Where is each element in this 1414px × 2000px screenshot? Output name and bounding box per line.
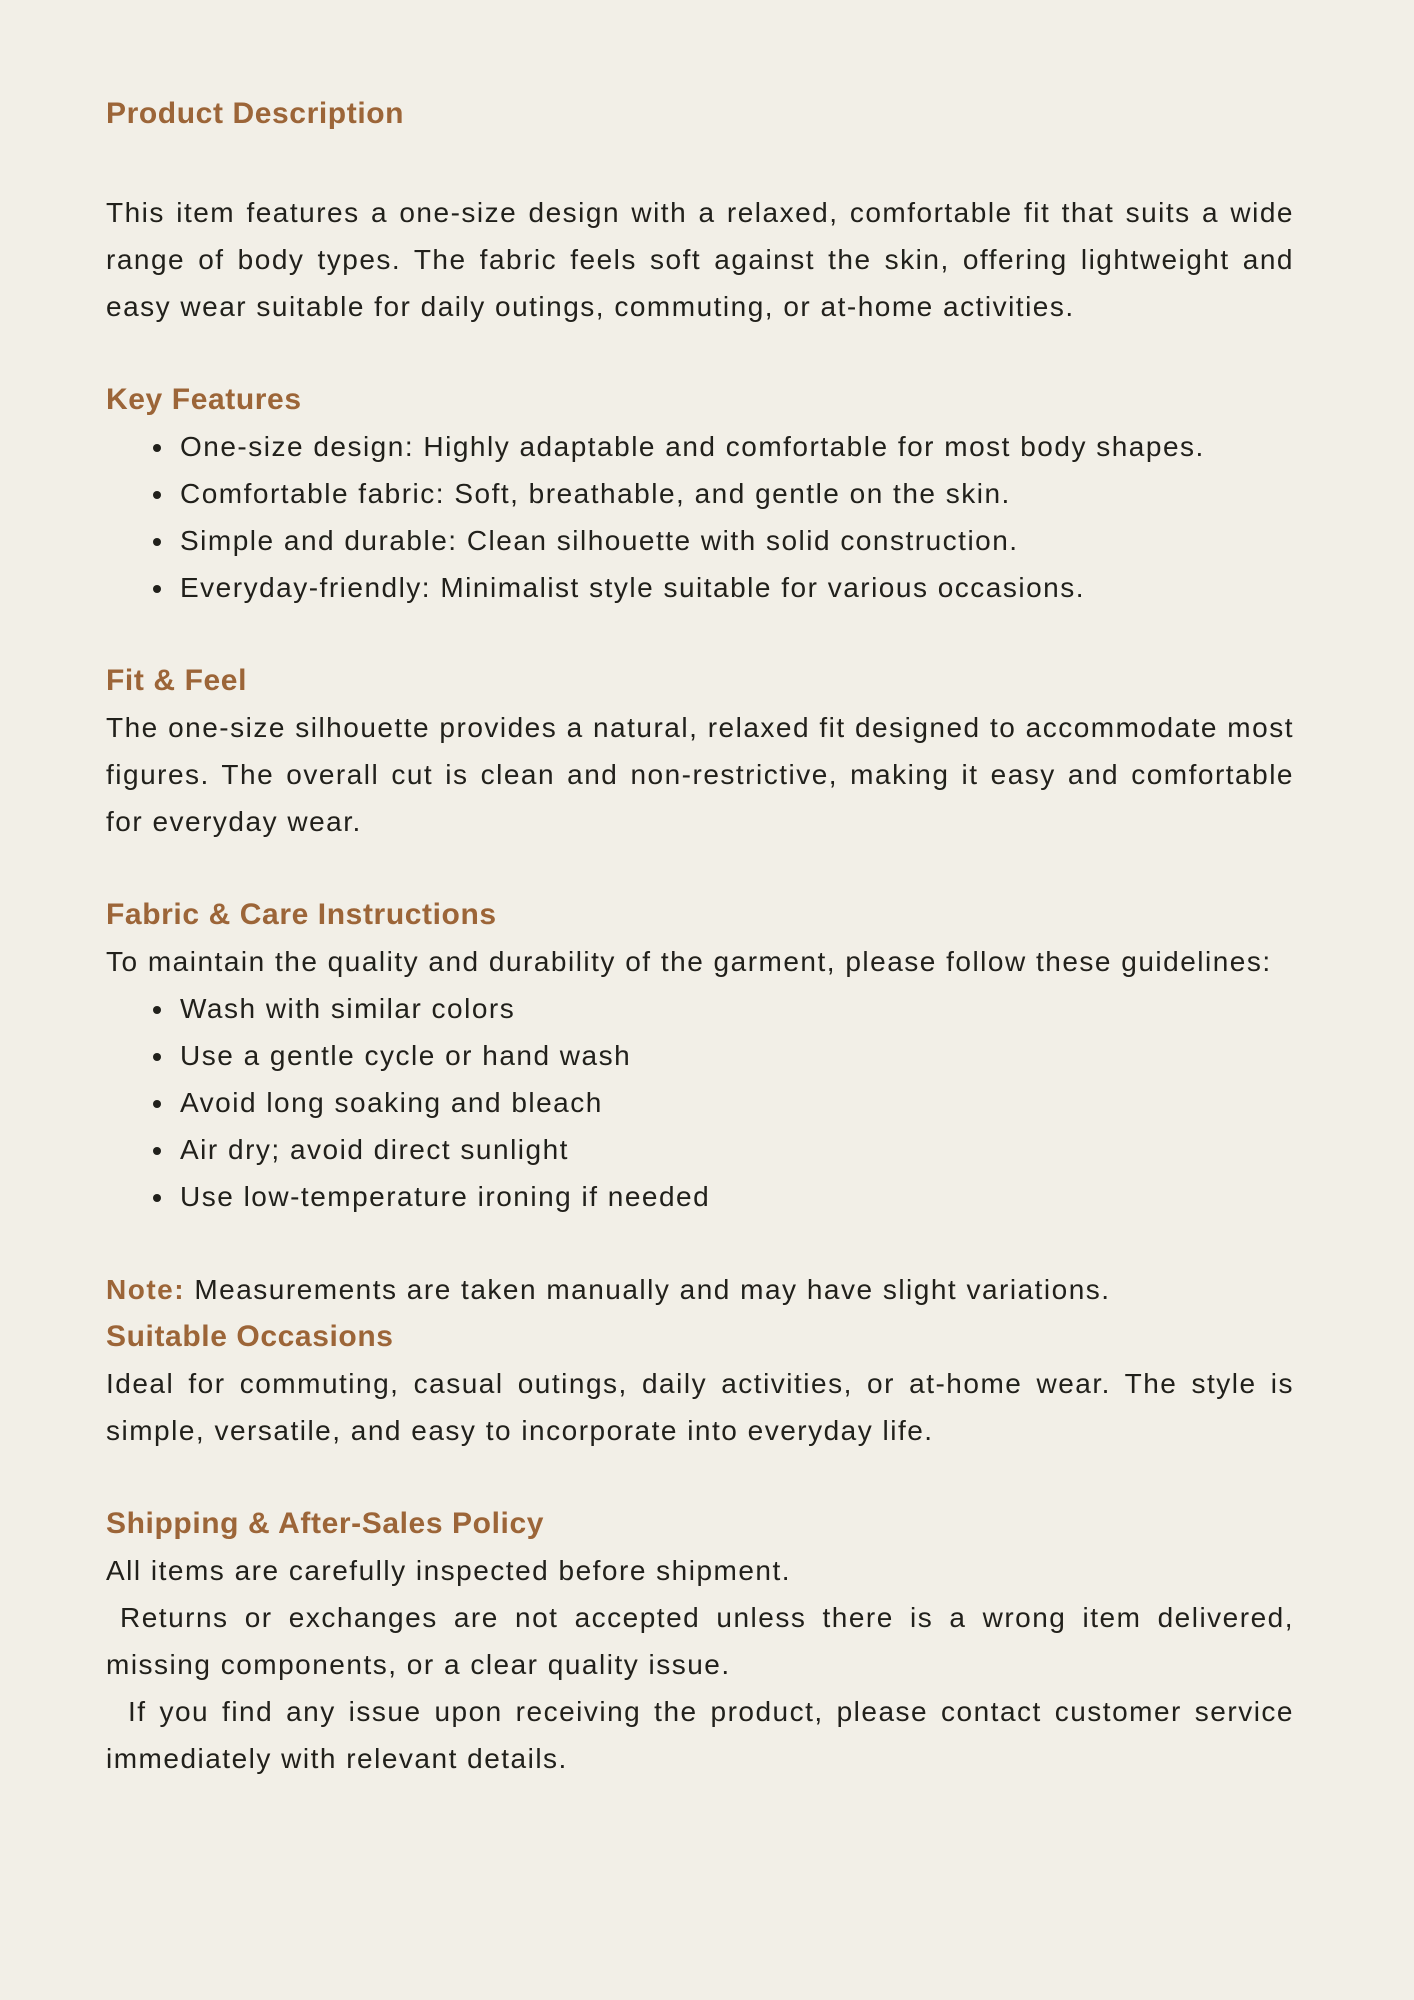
list-item: • Everyday-friendly: Minimalist style suitable for various occasions. bbox=[176, 564, 1294, 611]
key-features-list bbox=[106, 423, 1294, 611]
list-item: • Avoid long soaking and bleach bbox=[176, 1079, 1294, 1126]
list-item: • One-size design: Highly adaptable and comfortable for most body shapes. bbox=[176, 423, 1294, 470]
list-item: • Air dry; avoid direct sunlight bbox=[176, 1126, 1294, 1173]
note-line bbox=[106, 1266, 1294, 1313]
shipping-line: Returns or exchanges are not accepted unless there is a wrong item delivered, missing components, or a clear quality issue. bbox=[106, 1602, 1294, 1680]
section-note-occasions bbox=[106, 1266, 1294, 1454]
fit-feel-paragraph: The one-size silhouette provides a natural, relaxed fit designed to accommodate most figures. The overall cut is clean and non-restrictive, making it easy and comfortable for everyday wear. bbox=[106, 712, 1294, 837]
section-shipping bbox=[106, 1500, 1294, 1782]
shipping-heading: Shipping & After-Sales Policy bbox=[106, 1507, 545, 1540]
note-text: Measurements are taken manually and may have slight variations. bbox=[194, 1274, 1111, 1305]
section-key-features bbox=[106, 376, 1294, 611]
intro-paragraph: This item features a one-size design with a relaxed, comfortable fit that suits a wide range of body types. The fabric feels soft against the skin, offering lightweight and easy wear suitable for daily outings, commuting, or at-home activities. bbox=[106, 197, 1294, 322]
fabric-care-intro: To maintain the quality and durability of the garment, please follow these guidelines: bbox=[106, 946, 1272, 977]
fit-feel-heading: Fit & Feel bbox=[106, 664, 248, 697]
occasions-heading: Suitable Occasions bbox=[106, 1320, 394, 1353]
list-item: • Simple and durable: Clean silhouette with solid construction. bbox=[176, 517, 1294, 564]
fabric-care-list bbox=[106, 985, 1294, 1220]
list-item: • Comfortable fabric: Soft, breathable, and gentle on the skin. bbox=[176, 470, 1294, 517]
list-item: • Use a gentle cycle or hand wash bbox=[176, 1032, 1294, 1079]
occasions-paragraph: Ideal for commuting, casual outings, daily activities, or at-home wear. The style is simple, versatile, and easy to incorporate into everyday life. bbox=[106, 1368, 1294, 1446]
key-features-heading: Key Features bbox=[106, 383, 302, 416]
section-fabric-care bbox=[106, 891, 1294, 1220]
shipping-line: If you find any issue upon receiving the product, please contact customer service immediately with relevant details. bbox=[106, 1696, 1294, 1774]
note-label: Note: bbox=[106, 1274, 186, 1305]
page-title: Product Description bbox=[106, 97, 405, 130]
list-item: • Use low-temperature ironing if needed bbox=[176, 1173, 1294, 1220]
fabric-care-heading: Fabric & Care Instructions bbox=[106, 898, 497, 931]
list-item: • Wash with similar colors bbox=[176, 985, 1294, 1032]
shipping-line: All items are carefully inspected before shipment. bbox=[106, 1555, 792, 1586]
section-fit-feel bbox=[106, 657, 1294, 845]
